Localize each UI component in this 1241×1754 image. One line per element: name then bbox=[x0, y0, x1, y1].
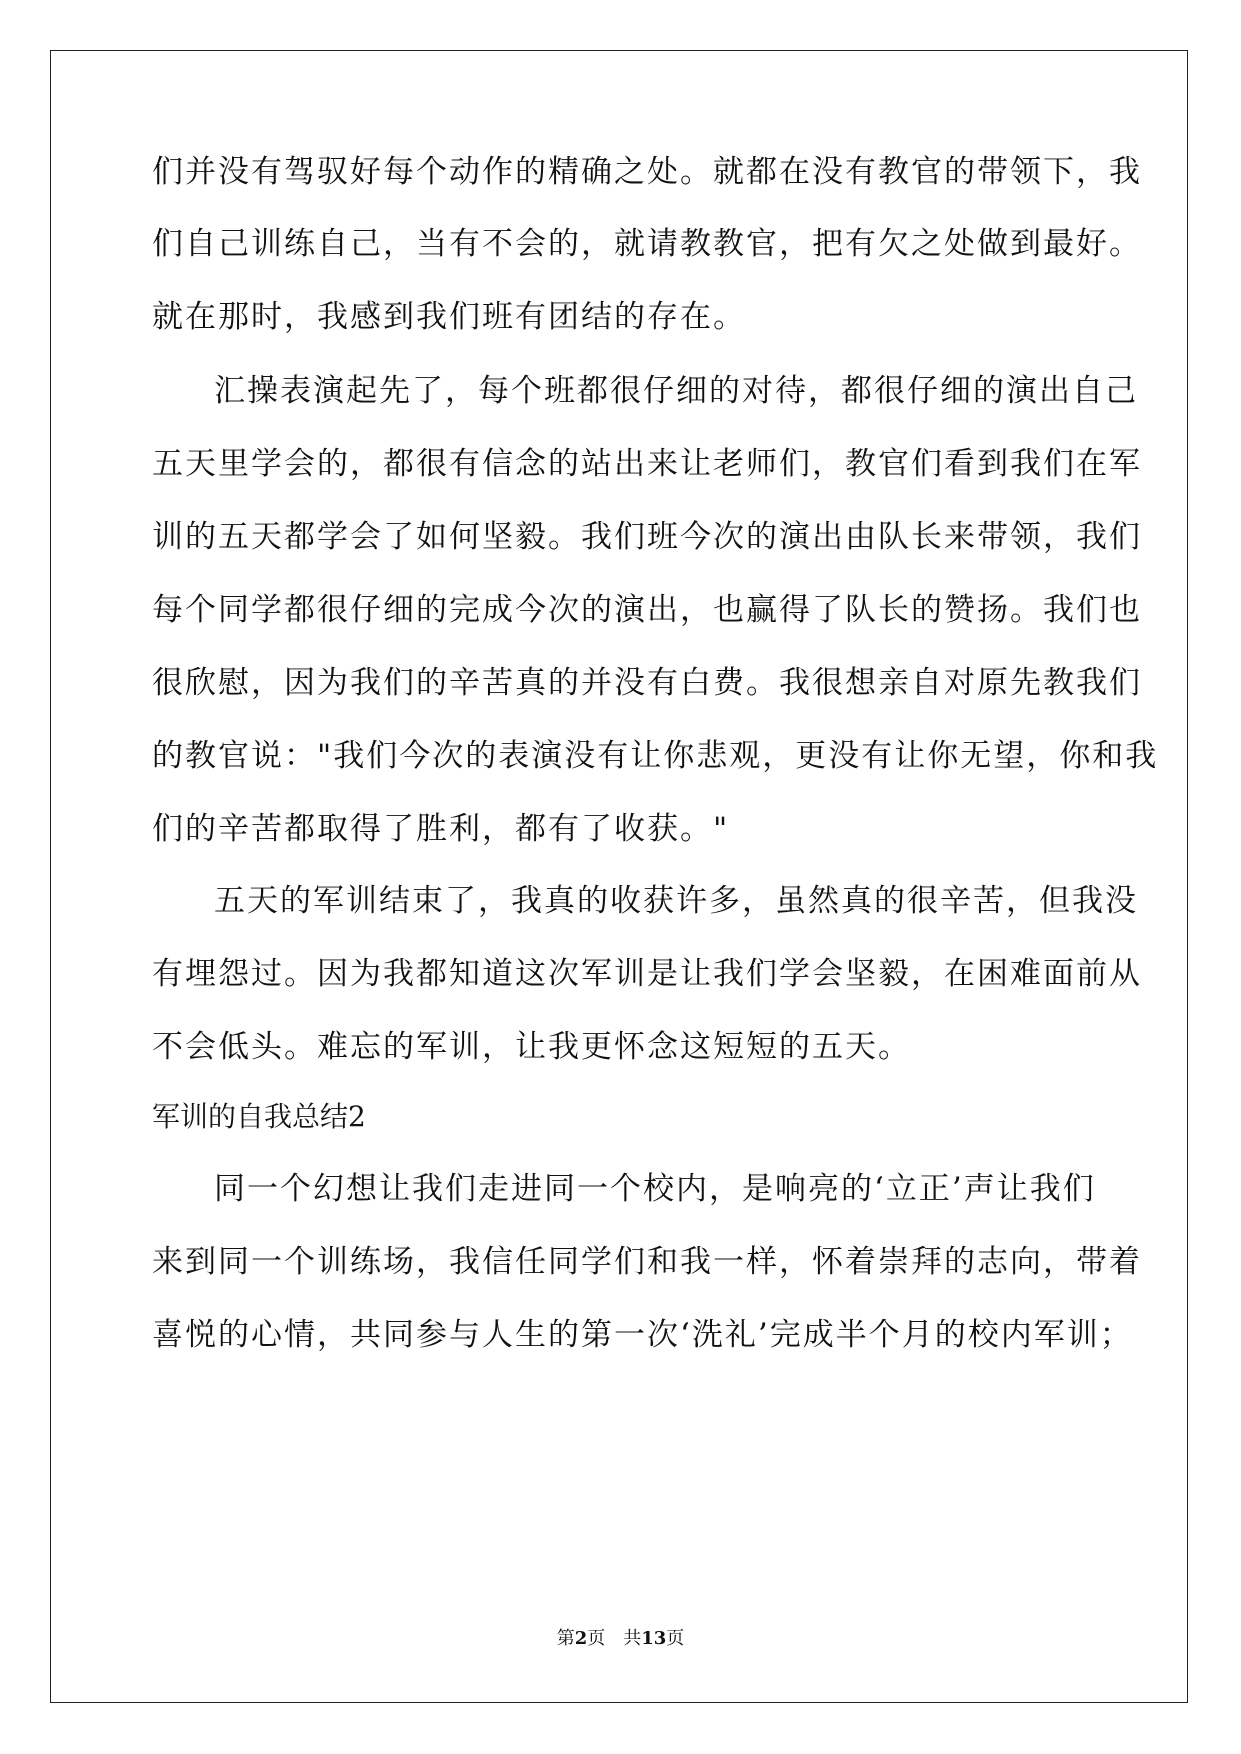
footer-page-number: 2 bbox=[574, 1628, 588, 1649]
footer-page-prefix: 第 bbox=[556, 1628, 575, 1649]
body-line: 有埋怨过。因为我都知道这次军训是让我们学会坚毅，在困难面前从 bbox=[152, 956, 1142, 992]
body-line: 来到同一个训练场，我信任同学们和我一样，怀着崇拜的志向，带着 bbox=[152, 1244, 1142, 1280]
body-line: 每个同学都很仔细的完成今次的演出，也赢得了队长的赞扬。我们也 bbox=[152, 592, 1142, 628]
body-line: 的教官说："我们今次的表演没有让你悲观，更没有让你无望，你和我 bbox=[152, 738, 1159, 774]
page-footer bbox=[0, 1624, 1241, 1650]
section-heading: 军训的自我总结2 bbox=[152, 1100, 366, 1133]
body-line: 五天里学会的，都很有信念的站出来让老师们，教官们看到我们在军 bbox=[152, 446, 1142, 482]
footer-total-prefix: 共 bbox=[623, 1628, 642, 1649]
body-line: 们自己训练自己，当有不会的，就请教教官，把有欠之处做到最好。 bbox=[152, 226, 1142, 262]
body-line: 汇操表演起先了，每个班都很仔细的对待，都很仔细的演出自己 bbox=[214, 373, 1138, 409]
body-line: 训的五天都学会了如何坚毅。我们班今次的演出由队长来带领，我们 bbox=[152, 519, 1142, 555]
body-line: 不会低头。难忘的军训，让我更怀念这短短的五天。 bbox=[152, 1029, 911, 1065]
body-line: 很欣慰，因为我们的辛苦真的并没有白费。我很想亲自对原先教我们 bbox=[152, 665, 1142, 701]
body-line: 喜悦的心情，共同参与人生的第一次‘洗礼’完成半个月的校内军训； bbox=[152, 1317, 1133, 1353]
footer-total-pages: 13 bbox=[641, 1628, 667, 1649]
footer-total-suffix: 页 bbox=[666, 1628, 685, 1649]
body-line: 们并没有驾驭好每个动作的精确之处。就都在没有教官的带领下，我 bbox=[152, 154, 1142, 190]
body-line: 就在那时，我感到我们班有团结的存在。 bbox=[152, 299, 746, 335]
body-line: 们的辛苦都取得了胜利，都有了收获。" bbox=[152, 811, 730, 847]
body-line: 五天的军训结束了，我真的收获许多，虽然真的很辛苦，但我没 bbox=[214, 883, 1138, 919]
body-line: 同一个幻想让我们走进同一个校内，是响亮的‘立正’声让我们 bbox=[214, 1171, 1096, 1207]
footer-page-suffix: 页 bbox=[587, 1628, 606, 1649]
